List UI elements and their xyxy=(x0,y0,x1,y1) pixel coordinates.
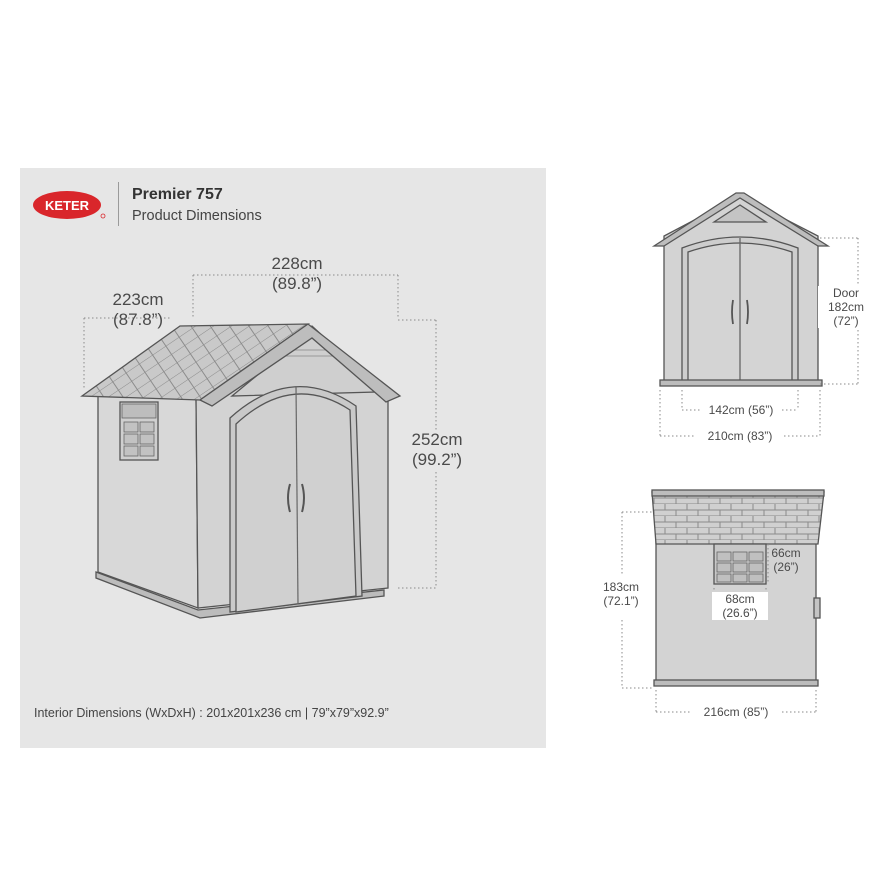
window-height-in: (26”) xyxy=(773,560,799,575)
wall-height-label xyxy=(590,580,652,608)
depth-cm: 223cm xyxy=(112,290,164,309)
wall-height-in: (72.1”) xyxy=(603,594,639,609)
interior-dimensions: Interior Dimensions (WxDxH) : 201x201x236 cm | 79”x79”x92.9” xyxy=(34,706,389,720)
width-in: (89.8”) xyxy=(271,274,323,294)
window-height-label xyxy=(764,546,808,574)
product-title: Premier 757 xyxy=(132,186,223,203)
product-subtitle: Product Dimensions xyxy=(132,208,262,224)
door-width-label: 142cm (56”) xyxy=(708,403,774,417)
window-height-cm: 66cm xyxy=(771,546,801,560)
window-width-label xyxy=(712,592,768,620)
door-label: Door xyxy=(832,286,859,300)
window-width-in: (26.6”) xyxy=(722,606,758,621)
side-total-width-label: 216cm (85”) xyxy=(703,705,769,719)
wall-height-cm: 183cm xyxy=(602,580,640,594)
height-cm: 252cm xyxy=(411,430,463,449)
door-height-cm: 182cm xyxy=(827,300,865,315)
isometric-shed xyxy=(82,324,400,618)
front-total-width-label: 210cm (83”) xyxy=(707,429,773,443)
svg-text:KETER: KETER xyxy=(44,198,90,213)
height-in: (99.2”) xyxy=(411,450,463,470)
front-view-shed xyxy=(654,193,828,386)
depth-dimension-label xyxy=(96,290,180,330)
side-view-shed xyxy=(652,490,824,686)
window-width-cm: 68cm xyxy=(725,592,755,606)
depth-in: (87.8”) xyxy=(112,310,164,330)
width-dimension-label xyxy=(255,254,339,294)
height-dimension-label xyxy=(395,430,479,470)
door-height-in: (72”) xyxy=(833,314,859,329)
door-height-label xyxy=(818,286,874,328)
width-cm: 228cm xyxy=(271,254,323,273)
